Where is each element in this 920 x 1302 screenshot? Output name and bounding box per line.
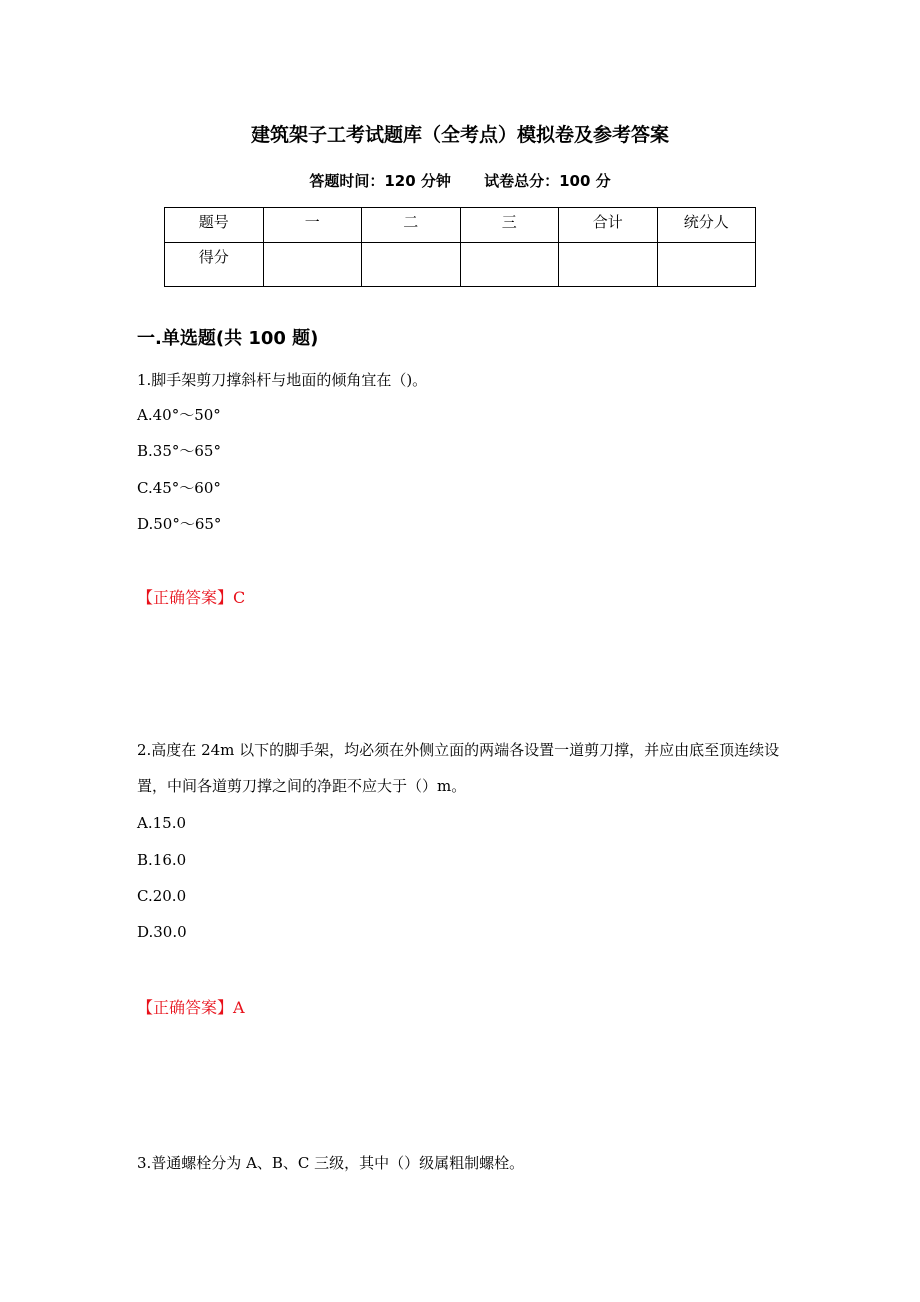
question-option: C.20.0 (137, 887, 187, 905)
score-cell (263, 243, 362, 287)
score-table-header: 题号 (165, 208, 264, 243)
score-table (164, 207, 756, 287)
question-text: 1.脚手架剪刀撑斜杆与地面的倾角宜在（)。 (137, 371, 428, 389)
total-score: 试卷总分：100 分 (484, 172, 611, 190)
question-option: D.30.0 (137, 923, 187, 941)
question-option: B.16.0 (137, 851, 187, 869)
section-title: 一.单选题(共 100 题) (137, 328, 319, 349)
score-row-label: 得分 (165, 243, 264, 287)
correct-answer: 【正确答案】C (137, 588, 246, 607)
question-text: 2.高度在 24m 以下的脚手架，均必须在外侧立面的两端各设置一道剪刀撑，并应由底至顶连续设置，中间各道剪刀撑之间的净距不应大于（）m。 (137, 741, 780, 795)
score-table-header: 二 (362, 208, 461, 243)
score-table-header: 合计 (559, 208, 658, 243)
score-table-header: 三 (460, 208, 559, 243)
score-table-header: 一 (263, 208, 362, 243)
score-table-header: 统分人 (657, 208, 756, 243)
score-cell (559, 243, 658, 287)
score-cell (657, 243, 756, 287)
exam-time: 答题时间：120 分钟 (309, 172, 451, 190)
correct-answer: 【正确答案】A (137, 998, 245, 1017)
score-table-header-row (165, 208, 756, 243)
question-option: A.40°～50° (137, 406, 221, 424)
question-option: D.50°～65° (137, 515, 222, 533)
score-table-score-row (165, 243, 756, 287)
question-option: B.35°～65° (137, 442, 221, 460)
document-title: 建筑架子工考试题库（全考点）模拟卷及参考答案 (250, 124, 669, 146)
score-cell (460, 243, 559, 287)
question-option: C.45°～60° (137, 479, 221, 497)
question-option: A.15.0 (137, 814, 186, 832)
exam-info (0, 170, 920, 191)
question-text: 3.普通螺栓分为 A、B、C 三级，其中（）级属粗制螺栓。 (137, 1154, 525, 1172)
score-cell (362, 243, 461, 287)
